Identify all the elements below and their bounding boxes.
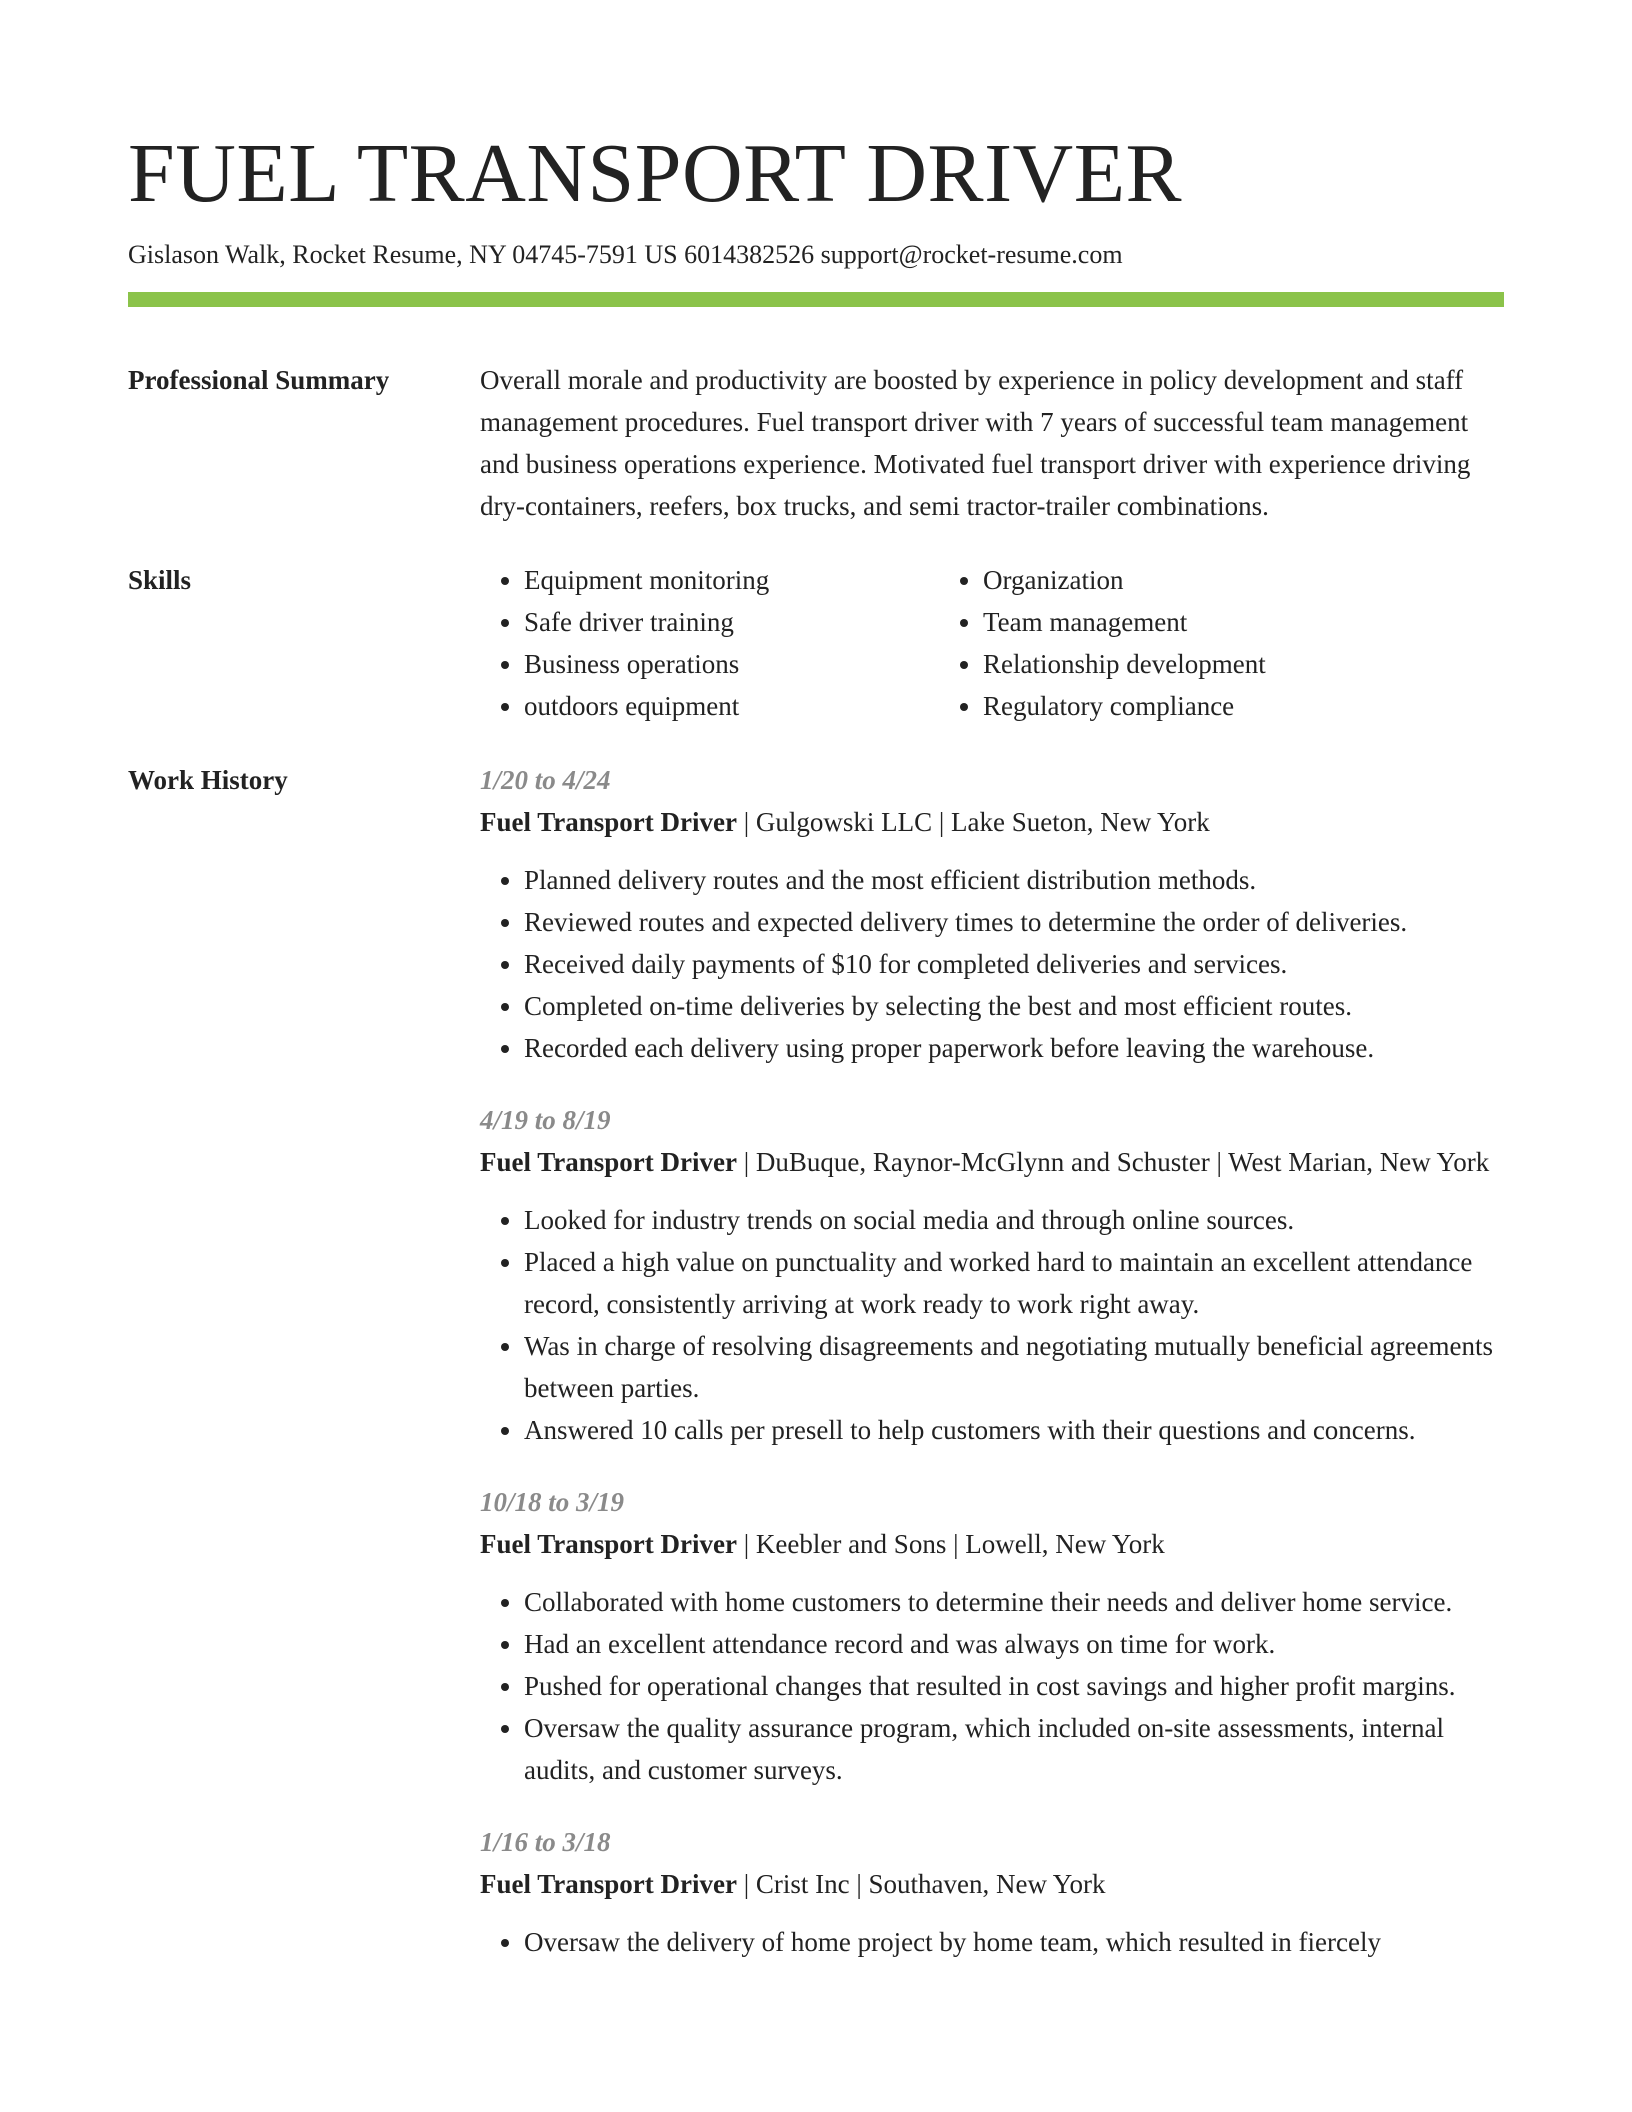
job-bullet: • Recorded each delivery using proper paperwork before leaving the warehouse. <box>524 1027 1504 1069</box>
section-heading-work-history: Work History <box>128 764 288 795</box>
job-bullet: • Pushed for operational changes that resulted in cost savings and higher profit margins. <box>524 1665 1504 1707</box>
work-history-section <box>128 759 1504 1993</box>
skill-item: • Equipment monitoring <box>524 559 939 601</box>
job-bullets <box>480 1199 1504 1451</box>
job-title: Fuel Transport Driver <box>480 1868 737 1899</box>
job-bullet: • Answered 10 calls per presell to help customers with their questions and concerns. <box>524 1409 1504 1451</box>
job-bullet: • Collaborated with home customers to determine their needs and deliver home service. <box>524 1581 1504 1623</box>
skill-item: • Safe driver training <box>524 601 939 643</box>
skill-item: • Business operations <box>524 643 939 685</box>
skills-list-left <box>480 559 939 727</box>
job-heading <box>480 1141 1504 1183</box>
job-details: | Keebler and Sons | Lowell, New York <box>736 1528 1165 1559</box>
job-bullet: • Planned delivery routes and the most efficient distribution methods. <box>524 859 1504 901</box>
section-heading-summary: Professional Summary <box>128 364 390 395</box>
header-divider <box>128 292 1504 307</box>
job-bullet: • Looked for industry trends on social media and through online sources. <box>524 1199 1504 1241</box>
job-entry <box>480 1481 1504 1791</box>
resume-page <box>128 120 1504 1993</box>
professional-summary-section <box>128 359 1504 527</box>
job-bullet: • Completed on-time deliveries by selecting the best and most efficient routes. <box>524 985 1504 1027</box>
job-bullet: • Oversaw the quality assurance program, which included on-site assessments, internal audits, and customer surveys. <box>524 1707 1504 1791</box>
skills-body <box>480 559 1504 727</box>
summary-body <box>480 359 1504 527</box>
job-bullet: • Reviewed routes and expected delivery times to determine the order of deliveries. <box>524 901 1504 943</box>
job-bullet: • Was in charge of resolving disagreements and negotiating mutually beneficial agreements between parties. <box>524 1325 1504 1409</box>
summary-text: Overall morale and productivity are boosted by experience in policy development and staff management procedures. Fuel transport driver with 7 years of successful team management and business operations experience. Motivated fuel transport driver with experience driving dry-containers, reefers, box trucks, and semi tractor-trailer combinations. <box>480 364 1471 521</box>
section-heading-skills: Skills <box>128 564 192 595</box>
skills-list-right <box>939 559 1398 727</box>
job-dates: 4/19 to 8/19 <box>480 1104 611 1135</box>
skill-item: • outdoors equipment <box>524 685 939 727</box>
job-title: Fuel Transport Driver <box>480 1528 737 1559</box>
job-bullet: • Oversaw the delivery of home project by home team, which resulted in fiercely <box>524 1921 1504 1963</box>
work-history-body <box>480 759 1504 1993</box>
job-bullets <box>480 859 1504 1069</box>
job-dates: 1/16 to 3/18 <box>480 1826 611 1857</box>
resume-name-heading: FUEL TRANSPORT DRIVER <box>128 127 1183 220</box>
job-details: | Gulgowski LLC | Lake Sueton, New York <box>736 806 1210 837</box>
job-entry <box>480 1099 1504 1451</box>
job-heading <box>480 801 1504 843</box>
job-details: | DuBuque, Raynor-McGlynn and Schuster | West Marian, New York <box>736 1146 1490 1177</box>
job-heading <box>480 1523 1504 1565</box>
job-entry <box>480 759 1504 1069</box>
job-title: Fuel Transport Driver <box>480 1146 737 1177</box>
job-bullet: • Had an excellent attendance record and was always on time for work. <box>524 1623 1504 1665</box>
skill-item: • Team management <box>983 601 1398 643</box>
job-heading <box>480 1863 1504 1905</box>
job-dates: 10/18 to 3/19 <box>480 1486 625 1517</box>
job-bullets <box>480 1921 1504 1963</box>
job-entry <box>480 1821 1504 1963</box>
skill-item: • Regulatory compliance <box>983 685 1398 727</box>
job-bullet: • Placed a high value on punctuality and worked hard to maintain an excellent attendance record, consistently arriving at work ready to work right away. <box>524 1241 1504 1325</box>
job-title: Fuel Transport Driver <box>480 806 737 837</box>
skill-item: • Relationship development <box>983 643 1398 685</box>
contact-line: Gislason Walk, Rocket Resume, NY 04745-7591 US 6014382526 support@rocket-resume.com <box>128 240 1123 269</box>
job-bullet: • Received daily payments of $10 for completed deliveries and services. <box>524 943 1504 985</box>
job-details: | Crist Inc | Southaven, New York <box>736 1868 1106 1899</box>
job-bullets <box>480 1581 1504 1791</box>
skills-section <box>128 559 1504 727</box>
job-dates: 1/20 to 4/24 <box>480 764 611 795</box>
skill-item: • Organization <box>983 559 1398 601</box>
